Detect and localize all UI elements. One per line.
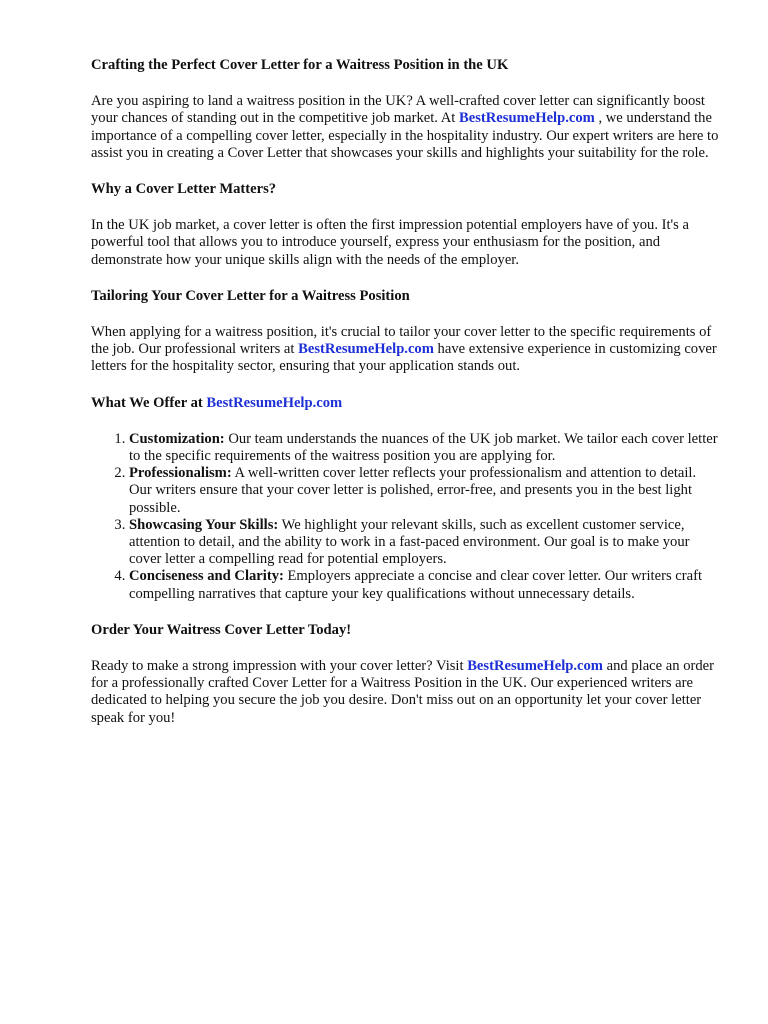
tailoring-text-before: When applying for a waitress position, it's crucial to tailor your cover letter to the specific requirements of the job. Our professional writers at — [91, 324, 712, 358]
tailoring-paragraph — [91, 324, 721, 376]
document-title: Crafting the Perfect Cover Letter for a Waitress Position in the UK — [91, 57, 509, 73]
tailoring-site-link[interactable]: BestResumeHelp.com — [298, 341, 434, 358]
order-heading: Order Your Waitress Cover Letter Today! — [91, 621, 352, 638]
list-item-text: Employers appreciate a concise and clear cover letter. Our writers craft compelling narratives that capture your key qualifications without unnecessary details. — [129, 568, 703, 602]
offer-heading — [91, 395, 721, 412]
intro-text-before: Are you aspiring to land a waitress position in the UK? A well-crafted cover letter can significantly boost your chances of standing out in the competitive job market. At — [91, 93, 705, 127]
intro-site-link[interactable]: BestResumeHelp.com — [459, 110, 595, 127]
offer-list — [91, 431, 721, 603]
list-item-text: We highlight your relevant skills, such as excellent customer service, attention to detail, and the ability to work in a fast-paced environment. Our goal is to make your cover letter a compelling read for potential employers. — [129, 516, 690, 568]
order-text-before: Ready to make a strong impression with your cover letter? Visit — [91, 658, 468, 675]
list-item — [129, 517, 721, 569]
tailoring-text-after: have extensive experience in customizing cover letters for the hospitality sector, ensuring that your application stands out. — [91, 341, 717, 375]
list-item — [129, 568, 721, 602]
order-text-after: and place an order for a professionally crafted Cover Letter for a Waitress Position in the UK. Our experienced writers are dedicated to helping you secure the job you desire. Don't miss out on an opportunity let your cover letter speak for you! — [91, 658, 714, 726]
list-item-label: Conciseness and Clarity: — [129, 568, 284, 585]
list-item-label: Professionalism: — [129, 465, 232, 482]
document-page — [91, 57, 721, 746]
tailoring-heading: Tailoring Your Cover Letter for a Waitress Position — [91, 287, 410, 304]
order-site-link[interactable]: BestResumeHelp.com — [467, 658, 603, 675]
offer-heading-text: What We Offer at — [91, 394, 207, 411]
list-item — [129, 431, 721, 465]
intro-text-after: , we understand the importance of a compelling cover letter, especially in the hospitality industry. Our expert writers are here to assist you in creating a Cover Letter that showcases your skills and highlights your suitability for the role. — [91, 110, 719, 161]
why-heading: Why a Cover Letter Matters? — [91, 181, 277, 198]
offer-site-link[interactable]: BestResumeHelp.com — [206, 394, 343, 411]
why-paragraph: In the UK job market, a cover letter is often the first impression potential employers have of you. It's a powerful tool that allows you to introduce yourself, express your enthusiasm for the position, and demonstrate how your unique skills align with the needs of the employer. — [91, 217, 689, 268]
list-item-text: Our team understands the nuances of the UK job market. We tailor each cover letter to the specific requirements of the waitress position you are applying for. — [129, 430, 718, 465]
list-item-text: A well-written cover letter reflects your professionalism and attention to detail. Our writers ensure that your cover letter is polished, error-free, and presents you in the best light possible. — [129, 465, 697, 516]
list-item-label: Customization: — [129, 430, 225, 447]
list-item-label: Showcasing Your Skills: — [129, 516, 279, 533]
order-paragraph — [91, 658, 721, 727]
list-item — [129, 465, 721, 517]
intro-paragraph — [91, 93, 721, 162]
